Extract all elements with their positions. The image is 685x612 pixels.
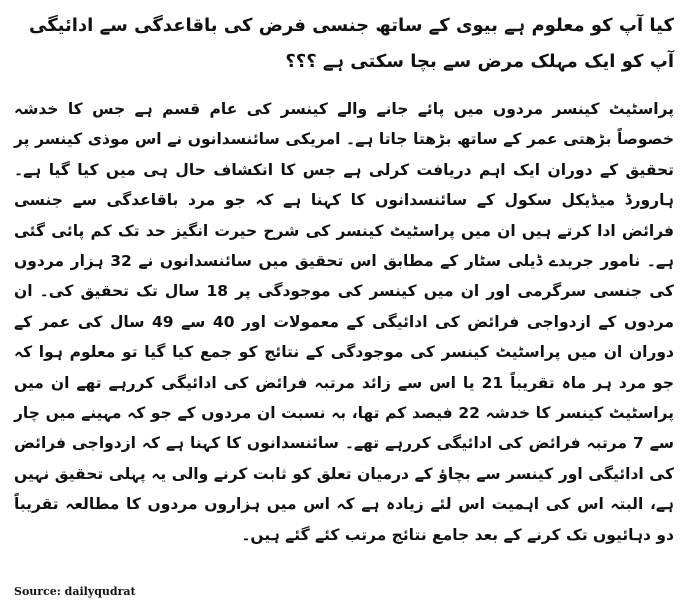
article-body: پراسٹیٹ کینسر مردوں میں پائے جانے والے کینسر کی عام قسم ہے جس کا خدشہ خصوصاً بڑھتی عمر کے ساتھ بڑھتا جاتا ہے۔ امریکی سائنسدانوں نے اس موذی کینسر پر تحقیق کے دوران ایک اہم دریافت کرلی ہے جس کا انکشاف حال ہی میں کیا گیا ہے۔ ہارورڈ میڈیکل سکول کے سائنسدانوں کا کہنا ہے کہ جو مرد باقاعدگی سے جنسی فرائض ادا کرتے ہیں ان میں پراسٹیٹ کینسر کی شرح حیرت انگیز حد تک کم پائی گئی ہے۔ نامور جریدے ڈیلی سٹار کے مطابق اس تحقیق میں سائنسدانوں نے 32 ہزار مردوں کی جنسی سرگرمی اور ان میں کینسر کی موجودگی پر 18 سال تک تحقیق کی۔ ان مردوں کے ازدواجی فرائض کی ادائیگی کے معمولات اور 40 سے 49 سال کی عمر کے دوران ان میں پراسٹیٹ کینسر کی موجودگی کے نتائج کو جمع کیا گیا تو معلوم ہوا کہ جو مرد ہر ماہ تقریباً 21 یا اس سے زائد مرتبہ فرائض کی ادائیگی کررہے تھے ان میں پراسٹیٹ کینسر کا خدشہ 22 فیصد کم تھا، بہ نسبت ان مردوں کے جو کہ مہینے میں چار سے 7 مرتبہ فرائض کی ادائیگی کررہے تھے۔ سائنسدانوں کا کہنا ہے کہ ازدواجی فرائض کی ادائیگی اور کینسر سے بچاؤ کے درمیان تعلق کو ثابت کرنے والی یہ پہلی تحقیق نہیں ہے، البتہ اس کی اہمیت اس لئے زیادہ ہے کہ اس میں ہزاروں مردوں کا مطالعہ تقریباً دو دہائیوں تک کرنے کے بعد جامع نتائج مرتب کئے گئے ہیں۔ (14, 100, 675, 544)
article-headline: کیا آپ کو معلوم ہے بیوی کے ساتھ جنسی فرض کی باقاعدگی سے ادائیگی آپ کو ایک مہلک مرض سے بچا سکتی ہے ؟؟؟ (28, 15, 674, 72)
article (14, 8, 674, 604)
source-credit: Source: dailyqudrat (14, 585, 136, 598)
